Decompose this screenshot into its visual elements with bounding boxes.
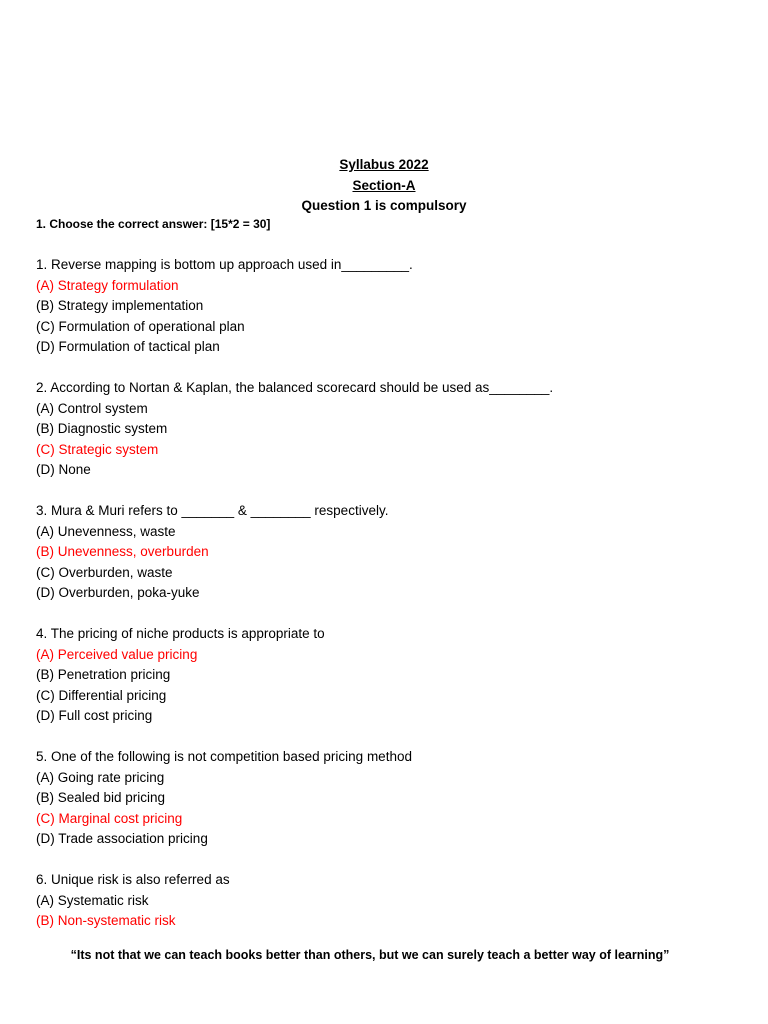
question-block bbox=[36, 747, 736, 850]
question-text: 4. The pricing of niche products is appropriate to bbox=[36, 626, 325, 641]
answer-option: (D) None bbox=[36, 462, 91, 477]
answer-option-correct: (B) Non-systematic risk bbox=[36, 913, 176, 928]
syllabus-title: Syllabus 2022 bbox=[339, 157, 429, 172]
answer-option: (B) Strategy implementation bbox=[36, 298, 204, 313]
section-title: Section-A bbox=[352, 177, 416, 193]
answer-option: (D) Overburden, poka-yuke bbox=[36, 585, 200, 600]
answer-option: (A) Systematic risk bbox=[36, 892, 149, 908]
question-block bbox=[36, 501, 736, 604]
question-block bbox=[36, 624, 736, 727]
answer-option: (B) Penetration pricing bbox=[36, 667, 171, 682]
question-text: 5. One of the following is not competition based pricing method bbox=[36, 749, 412, 764]
footer-quote: “Its not that we can teach books better than others, but we can surely teach a better way of learning” bbox=[70, 948, 670, 962]
answer-option: (B) Diagnostic system bbox=[36, 421, 168, 436]
answer-option: (A) Control system bbox=[36, 400, 148, 416]
answer-option-correct: (A) Strategy formulation bbox=[36, 277, 179, 293]
answer-option: (D) Formulation of tactical plan bbox=[36, 339, 220, 354]
answer-option-correct: (A) Perceived value pricing bbox=[36, 646, 198, 662]
answer-option: (B) Sealed bid pricing bbox=[36, 790, 166, 805]
answer-option: (D) Full cost pricing bbox=[36, 708, 153, 723]
answer-option: (C) Overburden, waste bbox=[36, 564, 173, 580]
question-text: 3. Mura & Muri refers to _______ & ________ respectively. bbox=[36, 503, 389, 518]
header bbox=[0, 155, 768, 217]
compulsory-note: Question 1 is compulsory bbox=[301, 198, 467, 213]
question-list bbox=[36, 255, 736, 952]
answer-option: (A) Unevenness, waste bbox=[36, 523, 176, 539]
question-block bbox=[36, 378, 736, 481]
question-text: 2. According to Nortan & Kaplan, the balanced scorecard should be used as________. bbox=[36, 380, 554, 395]
answer-option-correct: (C) Marginal cost pricing bbox=[36, 810, 183, 826]
answer-option: (C) Formulation of operational plan bbox=[36, 318, 245, 334]
question-text: 6. Unique risk is also referred as bbox=[36, 872, 230, 887]
question-block bbox=[36, 255, 736, 358]
question-block bbox=[36, 870, 736, 932]
answer-option-correct: (B) Unevenness, overburden bbox=[36, 544, 209, 559]
answer-option: (A) Going rate pricing bbox=[36, 769, 165, 785]
question-text: 1. Reverse mapping is bottom up approach used in_________. bbox=[36, 257, 413, 272]
answer-option: (D) Trade association pricing bbox=[36, 831, 208, 846]
answer-option: (C) Differential pricing bbox=[36, 687, 167, 703]
instruction: 1. Choose the correct answer: [15*2 = 30] bbox=[36, 217, 271, 231]
answer-option-correct: (C) Strategic system bbox=[36, 441, 159, 457]
